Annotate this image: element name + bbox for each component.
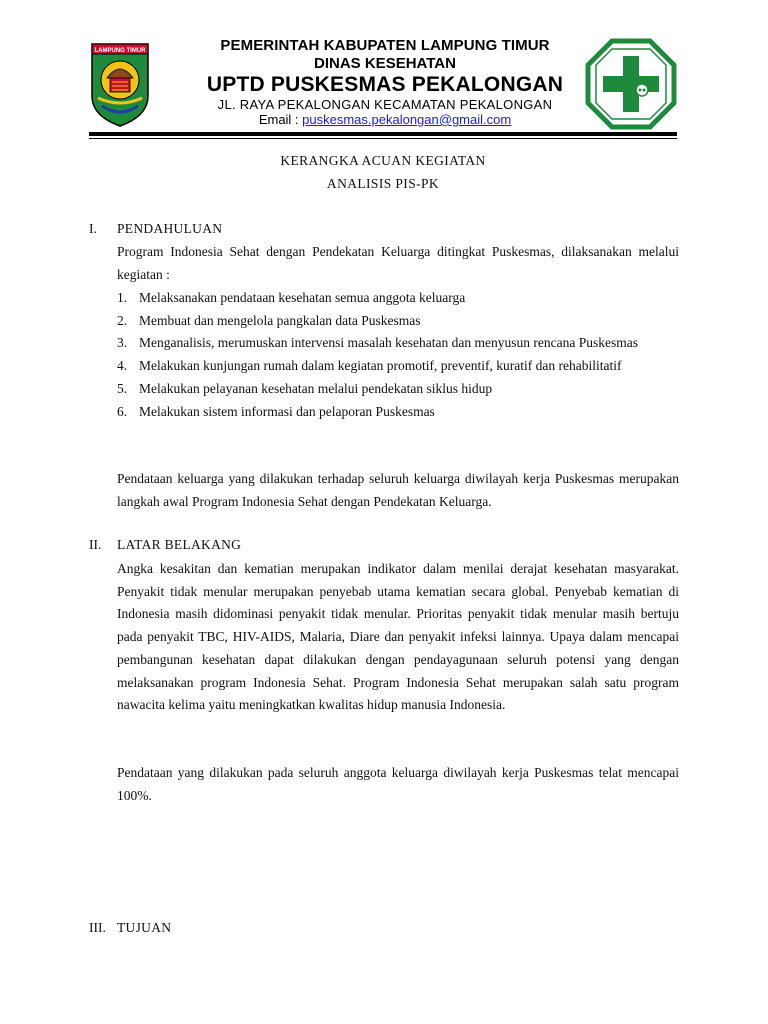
list-item-number: 3. <box>117 335 128 351</box>
list-item-text: Melakukan sistem informasi dan pelaporan Puskesmas <box>139 403 435 419</box>
list-item <box>117 355 679 378</box>
document-title: KERANGKA ACUAN KEGIATAN <box>280 153 486 168</box>
letterhead-government: PEMERINTAH KABUPATEN LAMPUNG TIMUR <box>220 37 550 54</box>
list-item-text: Membuat dan mengelola pangkalan data Puskesmas <box>139 312 421 328</box>
activity-list <box>117 287 679 423</box>
lampung-timur-emblem-icon <box>88 38 152 128</box>
email-label: Email : <box>258 112 303 127</box>
list-item-text: Menganalisis, merumuskan intervensi masalah kesehatan dan menyusun rencana Puskesmas <box>139 335 638 351</box>
list-item <box>117 378 679 401</box>
email-link[interactable]: puskesmas.pekalongan@gmail.com <box>302 112 512 127</box>
letterhead-address: JL. RAYA PEKALONGAN KECAMATAN PEKALONGAN <box>217 97 553 112</box>
section-1-heading: PENDAHULUAN <box>117 221 223 236</box>
letterhead-divider-thin <box>89 138 677 139</box>
section-3-number: III. <box>89 920 106 935</box>
letterhead-divider-thick <box>89 132 677 136</box>
section-2-number: II. <box>89 537 102 552</box>
section-1-intro: Program Indonesia Sehat dengan Pendekatan Keluarga ditingkat Puskesmas, dilaksanakan melalui kegiatan : <box>117 244 679 282</box>
letterhead-department: DINAS KESEHATAN <box>314 55 456 72</box>
document-subtitle: ANALISIS PIS-PK <box>326 176 440 191</box>
section-3-heading: TUJUAN <box>117 920 172 935</box>
list-item-number: 1. <box>117 290 128 305</box>
list-item-number: 2. <box>117 312 128 328</box>
list-item-text: Melaksanakan pendataan kesehatan semua anggota keluarga <box>139 290 466 305</box>
list-item-number: 6. <box>117 403 128 419</box>
letterhead <box>160 37 610 128</box>
section-2-paragraph-2: Pendataan yang dilakukan pada seluruh anggota keluarga diwilayah kerja Puskesmas telat mencapai 100%. <box>117 765 679 803</box>
section-2-heading: LATAR BELAKANG <box>117 537 242 552</box>
section-1-number: I. <box>89 221 97 236</box>
list-item-number: 5. <box>117 380 128 396</box>
letterhead-institution: UPTD PUSKESMAS PEKALONGAN <box>206 73 564 96</box>
list-item-text: Melakukan kunjungan rumah dalam kegiatan promotif, preventif, kuratif dan rehabilitatif <box>139 358 622 374</box>
list-item-number: 4. <box>117 358 128 374</box>
list-item <box>117 332 679 355</box>
puskesmas-logo-icon <box>585 38 677 130</box>
section-2-paragraph-1: Angka kesakitan dan kematian merupakan indikator dalam menilai derajat kesehatan masyarakat. Penyakit tidak menular merupakan penyebab utama kematian secara global. Penyebab kematian di Indonesia masih didominasi penyakit tidak menular. Prioritas penyakit tidak menular masih bertuju pada penyakit TBC, HIV-AIDS, Malaria, Diare dan penyakit infeksi lainnya. Upaya dalam mencapai pembangunan kesehatan dapat dilakukan dengan pendayagunaan seluruh potensi yang dengan melaksanakan program Indonesia Sehat. Program Indonesia Sehat merupakan salah satu program nawacita kelima yaitu meningkatkan kwalitas hidup manusia Indonesia. <box>117 561 679 713</box>
list-item-text: Melakukan pelayanan kesehatan melalui pendekatan siklus hidup <box>139 380 493 396</box>
list-item <box>117 310 679 333</box>
emblem-text: LAMPUNG TIMUR <box>94 48 146 54</box>
list-item <box>117 401 679 424</box>
section-1-closing: Pendataan keluarga yang dilakukan terhadap seluruh keluarga diwilayah kerja Puskesmas merupakan langkah awal Program Indonesia Sehat dengan Pendekatan Keluarga. <box>117 471 679 509</box>
list-item <box>117 287 679 310</box>
letterhead-email-line <box>160 112 610 128</box>
